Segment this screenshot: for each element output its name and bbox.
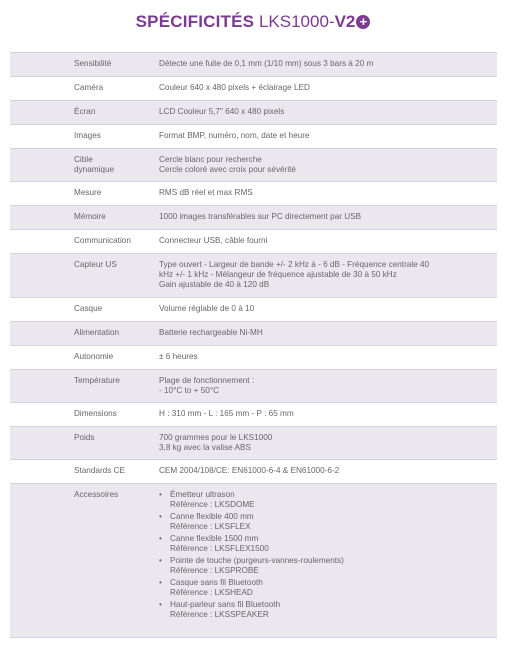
spec-value bbox=[142, 125, 497, 148]
spec-label-line: Autonomie bbox=[74, 352, 114, 361]
spec-label-line: Communication bbox=[74, 236, 131, 245]
bullet-icon: • bbox=[159, 600, 162, 609]
spec-row bbox=[10, 53, 497, 77]
accessory-name: Pointe de touche (purgeurs-vannes-roulements) bbox=[170, 556, 344, 565]
title-version: V2 bbox=[334, 12, 356, 31]
accessory-text bbox=[170, 490, 255, 510]
spec-label-line: Sensibilité bbox=[74, 59, 112, 68]
accessory-reference: Référence : LKSDOME bbox=[170, 500, 255, 509]
spec-label-line: Images bbox=[74, 131, 101, 140]
spec-value-line: Volume réglable de 0 à 10 bbox=[159, 304, 255, 313]
spec-row bbox=[10, 322, 497, 346]
page-title bbox=[0, 11, 506, 33]
accessory-item bbox=[159, 490, 491, 510]
spec-value-line: 700 grammes pour le LKS1000 bbox=[159, 433, 273, 442]
spec-value-line: RMS dB réel et max RMS bbox=[159, 188, 253, 197]
spec-value bbox=[142, 149, 497, 181]
spec-value bbox=[142, 298, 497, 321]
spec-row bbox=[10, 230, 497, 254]
bullet-icon: • bbox=[159, 534, 162, 543]
spec-row bbox=[10, 427, 497, 460]
spec-value-line: Couleur 640 x 480 pixels + éclairage LED bbox=[159, 83, 310, 92]
plus-circle-icon: + bbox=[356, 15, 370, 29]
spec-row bbox=[10, 346, 497, 370]
spec-value bbox=[142, 346, 497, 369]
spec-value-line: LCD Couleur 5,7" 640 x 480 pixels bbox=[159, 107, 285, 116]
spec-value bbox=[142, 101, 497, 124]
accessory-name: Haut-parleur sans fil Bluetooth bbox=[170, 600, 281, 609]
spec-value bbox=[142, 206, 497, 229]
spec-label-line: Alimentation bbox=[74, 328, 120, 337]
spec-label-line: Caméra bbox=[74, 83, 104, 92]
accessory-item bbox=[159, 534, 491, 554]
spec-value-line: Connecteur USB, câble fourni bbox=[159, 236, 268, 245]
bullet-icon: • bbox=[159, 578, 162, 587]
spec-label-line: Température bbox=[74, 376, 120, 385]
spec-row bbox=[10, 101, 497, 125]
spec-label-line: Cible bbox=[74, 155, 93, 164]
spec-label bbox=[10, 206, 142, 229]
accessory-text bbox=[170, 556, 344, 576]
spec-value-line: Cercle blanc pour recherche bbox=[159, 155, 262, 164]
title-model: LKS1000- bbox=[258, 12, 335, 31]
spec-value bbox=[142, 403, 497, 426]
accessory-name: Émetteur ultrason bbox=[170, 490, 235, 499]
spec-row bbox=[10, 206, 497, 230]
spec-table bbox=[10, 52, 497, 638]
spec-label-line: Casque bbox=[74, 304, 103, 313]
accessory-item bbox=[159, 556, 491, 576]
accessory-text bbox=[170, 512, 254, 532]
bullet-icon: • bbox=[159, 490, 162, 499]
spec-value bbox=[142, 53, 497, 76]
spec-value-line: 1000 images transférables sur PC directement par USB bbox=[159, 212, 362, 221]
spec-row bbox=[10, 298, 497, 322]
accessory-reference: Référence : LKSHEAD bbox=[170, 588, 253, 597]
accessory-text bbox=[170, 600, 280, 620]
accessory-text bbox=[170, 534, 269, 554]
spec-label bbox=[10, 125, 142, 148]
spec-label bbox=[10, 182, 142, 205]
spec-value-line: H : 310 mm - L : 165 mm - P : 65 mm bbox=[159, 409, 294, 418]
accessory-item bbox=[159, 578, 491, 598]
spec-value bbox=[142, 77, 497, 100]
accessory-item bbox=[159, 512, 491, 532]
spec-value-line: Cercle coloré avec croix pour sévérité bbox=[159, 165, 296, 174]
spec-value-line: Type ouvert - Largeur de bande +/- 2 kHz à - 6 dB - Fréquence centrale 40 bbox=[159, 260, 430, 269]
spec-label-line: Écran bbox=[74, 107, 96, 116]
spec-label-line: Poids bbox=[74, 433, 95, 442]
accessories-list bbox=[142, 484, 497, 637]
accessory-name: Casque sans fil Bluetooth bbox=[170, 578, 263, 587]
spec-label bbox=[10, 53, 142, 76]
spec-label-line: Mesure bbox=[74, 188, 102, 197]
spec-value bbox=[142, 322, 497, 345]
spec-label bbox=[10, 403, 142, 426]
accessory-reference: Référence : LKSFLEX bbox=[170, 522, 251, 531]
spec-value bbox=[142, 230, 497, 253]
title-bold: SPÉCIFICITÉS bbox=[135, 12, 255, 31]
accessory-reference: Référence : LKSFLEX1500 bbox=[170, 544, 269, 553]
accessory-text bbox=[170, 578, 263, 598]
spec-label bbox=[10, 254, 142, 297]
accessory-item bbox=[159, 600, 491, 620]
spec-label bbox=[10, 460, 142, 483]
spec-value-line: Gain ajustable de 40 à 120 dB bbox=[159, 280, 270, 289]
spec-value-line: Format BMP, numéro, nom, date et heure bbox=[159, 131, 310, 140]
spec-value-line: Plage de fonctionnement : bbox=[159, 376, 255, 385]
spec-value bbox=[142, 460, 497, 483]
spec-label bbox=[10, 298, 142, 321]
spec-label bbox=[10, 149, 142, 181]
bullet-icon: • bbox=[159, 512, 162, 521]
spec-label bbox=[10, 322, 142, 345]
spec-value-line: 3,8 kg avec la valise ABS bbox=[159, 443, 251, 452]
accessory-name: Canne flexible 400 mm bbox=[170, 512, 254, 521]
accessory-reference: Référence : LKSPROBE bbox=[170, 566, 259, 575]
spec-row bbox=[10, 254, 497, 298]
spec-label-line: Mémoire bbox=[74, 212, 106, 221]
spec-label-line: Capteur US bbox=[74, 260, 117, 269]
spec-value-line: - 10°C to + 50°C bbox=[159, 386, 220, 395]
accessories-row bbox=[10, 484, 497, 638]
spec-value-line: Batterie rechargeable Ni-MH bbox=[159, 328, 263, 337]
spec-row bbox=[10, 403, 497, 427]
spec-value bbox=[142, 182, 497, 205]
spec-label bbox=[10, 101, 142, 124]
spec-label bbox=[10, 427, 142, 459]
spec-value-line: ± 6 heures bbox=[159, 352, 198, 361]
spec-label bbox=[10, 230, 142, 253]
spec-value-line: Détecte une fuite de 0,1 mm (1/10 mm) sous 3 bars à 20 m bbox=[159, 59, 374, 68]
accessory-reference: Référence : LKSSPEAKER bbox=[170, 610, 269, 619]
spec-row bbox=[10, 460, 497, 484]
spec-row bbox=[10, 370, 497, 403]
spec-value-line: CEM 2004/108/CE: EN61000-6-4 & EN61000-6-2 bbox=[159, 466, 340, 475]
bullet-icon: • bbox=[159, 556, 162, 565]
accessories-label: Accessoires bbox=[74, 490, 119, 499]
spec-value bbox=[142, 427, 497, 459]
spec-row bbox=[10, 77, 497, 101]
spec-label bbox=[10, 370, 142, 402]
spec-value-line: kHz +/- 1 kHz - Mélangeur de fréquence ajustable de 30 à 50 kHz bbox=[159, 270, 397, 279]
spec-label-line: Dimensions bbox=[74, 409, 117, 418]
spec-row bbox=[10, 182, 497, 206]
spec-value bbox=[142, 254, 497, 297]
spec-label bbox=[10, 346, 142, 369]
spec-label-line: dynamique bbox=[74, 165, 115, 174]
spec-label-line: Standards CE bbox=[74, 466, 125, 475]
spec-value bbox=[142, 370, 497, 402]
accessory-name: Canne flexible 1500 mm bbox=[170, 534, 259, 543]
spec-row bbox=[10, 125, 497, 149]
spec-label bbox=[10, 77, 142, 100]
spec-row bbox=[10, 149, 497, 182]
